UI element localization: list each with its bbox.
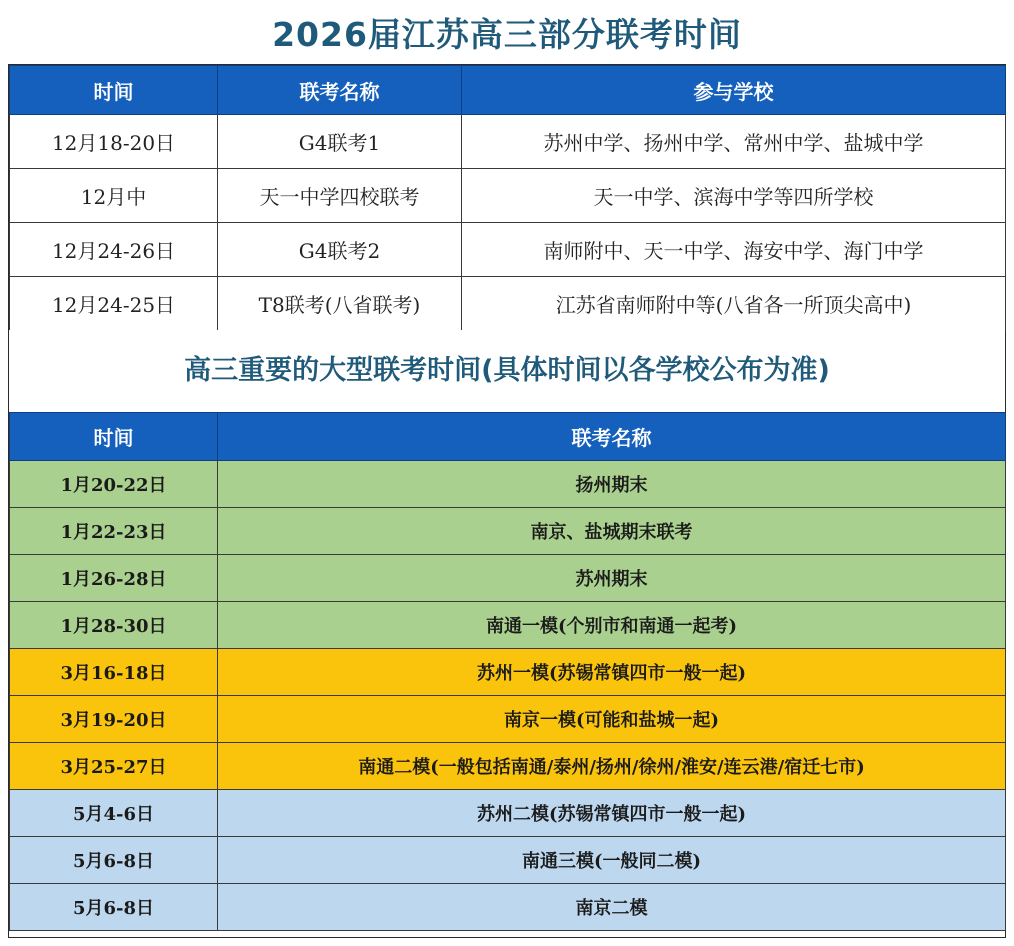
cell-exam-name: 天一中学四校联考 [218,169,462,223]
table-row [10,115,1006,169]
table-row [10,837,1006,884]
table-row [10,461,1006,508]
cell-time: 12月中 [10,169,218,223]
cell-exam-name: 南京、盐城期末联考 [218,508,1006,555]
cell-time: 1月20-22日 [10,461,218,508]
cell-schools: 苏州中学、扬州中学、常州中学、盐城中学 [462,115,1006,169]
cell-exam-name: 南京一模(可能和盐城一起) [218,696,1006,743]
page-title: 2026届江苏高三部分联考时间 [272,15,742,54]
cell-time: 3月25-27日 [10,743,218,790]
cell-exam-name: 苏州一模(苏锡常镇四市一般一起) [218,649,1006,696]
cell-exam-name: 苏州期末 [218,555,1006,602]
cell-schools: 南师附中、天一中学、海安中学、海门中学 [462,223,1006,277]
cell-exam-name: T8联考(八省联考) [218,277,462,331]
cell-exam-name: 南通二模(一般包括南通/泰州/扬州/徐州/淮安/连云港/宿迁七市) [218,743,1006,790]
cell-time: 5月6-8日 [10,884,218,931]
cell-time: 12月24-25日 [10,277,218,331]
column-header-exam-name: 联考名称 [218,66,462,115]
table-row [10,508,1006,555]
cell-exam-name: 南京二模 [218,884,1006,931]
column-header-schools: 参与学校 [462,66,1006,115]
table-header-row [10,66,1006,115]
table-row [10,884,1006,931]
cell-exam-name: 南通一模(个别市和南通一起考) [218,602,1006,649]
cell-exam-name: 南通三模(一般同二模) [218,837,1006,884]
table-row [10,743,1006,790]
joint-exam-table [9,65,1006,331]
cell-time: 5月6-8日 [10,837,218,884]
cell-exam-name: G4联考2 [218,223,462,277]
table-row [10,790,1006,837]
cell-exam-name: 扬州期末 [218,461,1006,508]
cell-time: 1月22-23日 [10,508,218,555]
table-row [10,602,1006,649]
cell-time: 1月28-30日 [10,602,218,649]
cell-time: 5月4-6日 [10,790,218,837]
cell-exam-name: G4联考1 [218,115,462,169]
column-header-time: 时间 [10,66,218,115]
cell-time: 12月18-20日 [10,115,218,169]
table-row [10,649,1006,696]
cell-time: 12月24-26日 [10,223,218,277]
cell-schools: 天一中学、滨海中学等四所学校 [462,169,1006,223]
column-header-time: 时间 [10,413,218,461]
table-row [10,277,1006,331]
cell-schools: 江苏省南师附中等(八省各一所顶尖高中) [462,277,1006,331]
cell-time: 3月16-18日 [10,649,218,696]
section-subtitle: 高三重要的大型联考时间(具体时间以各学校公布为准) [9,330,1005,412]
column-header-exam-name: 联考名称 [218,413,1006,461]
table-row [10,696,1006,743]
table-row [10,223,1006,277]
table-row [10,555,1006,602]
schedule-frame [8,64,1006,938]
table-header-row [10,413,1006,461]
table-row [10,169,1006,223]
major-exam-table [9,412,1006,931]
cell-exam-name: 苏州二模(苏锡常镇四市一般一起) [218,790,1006,837]
cell-time: 1月26-28日 [10,555,218,602]
cell-time: 3月19-20日 [10,696,218,743]
